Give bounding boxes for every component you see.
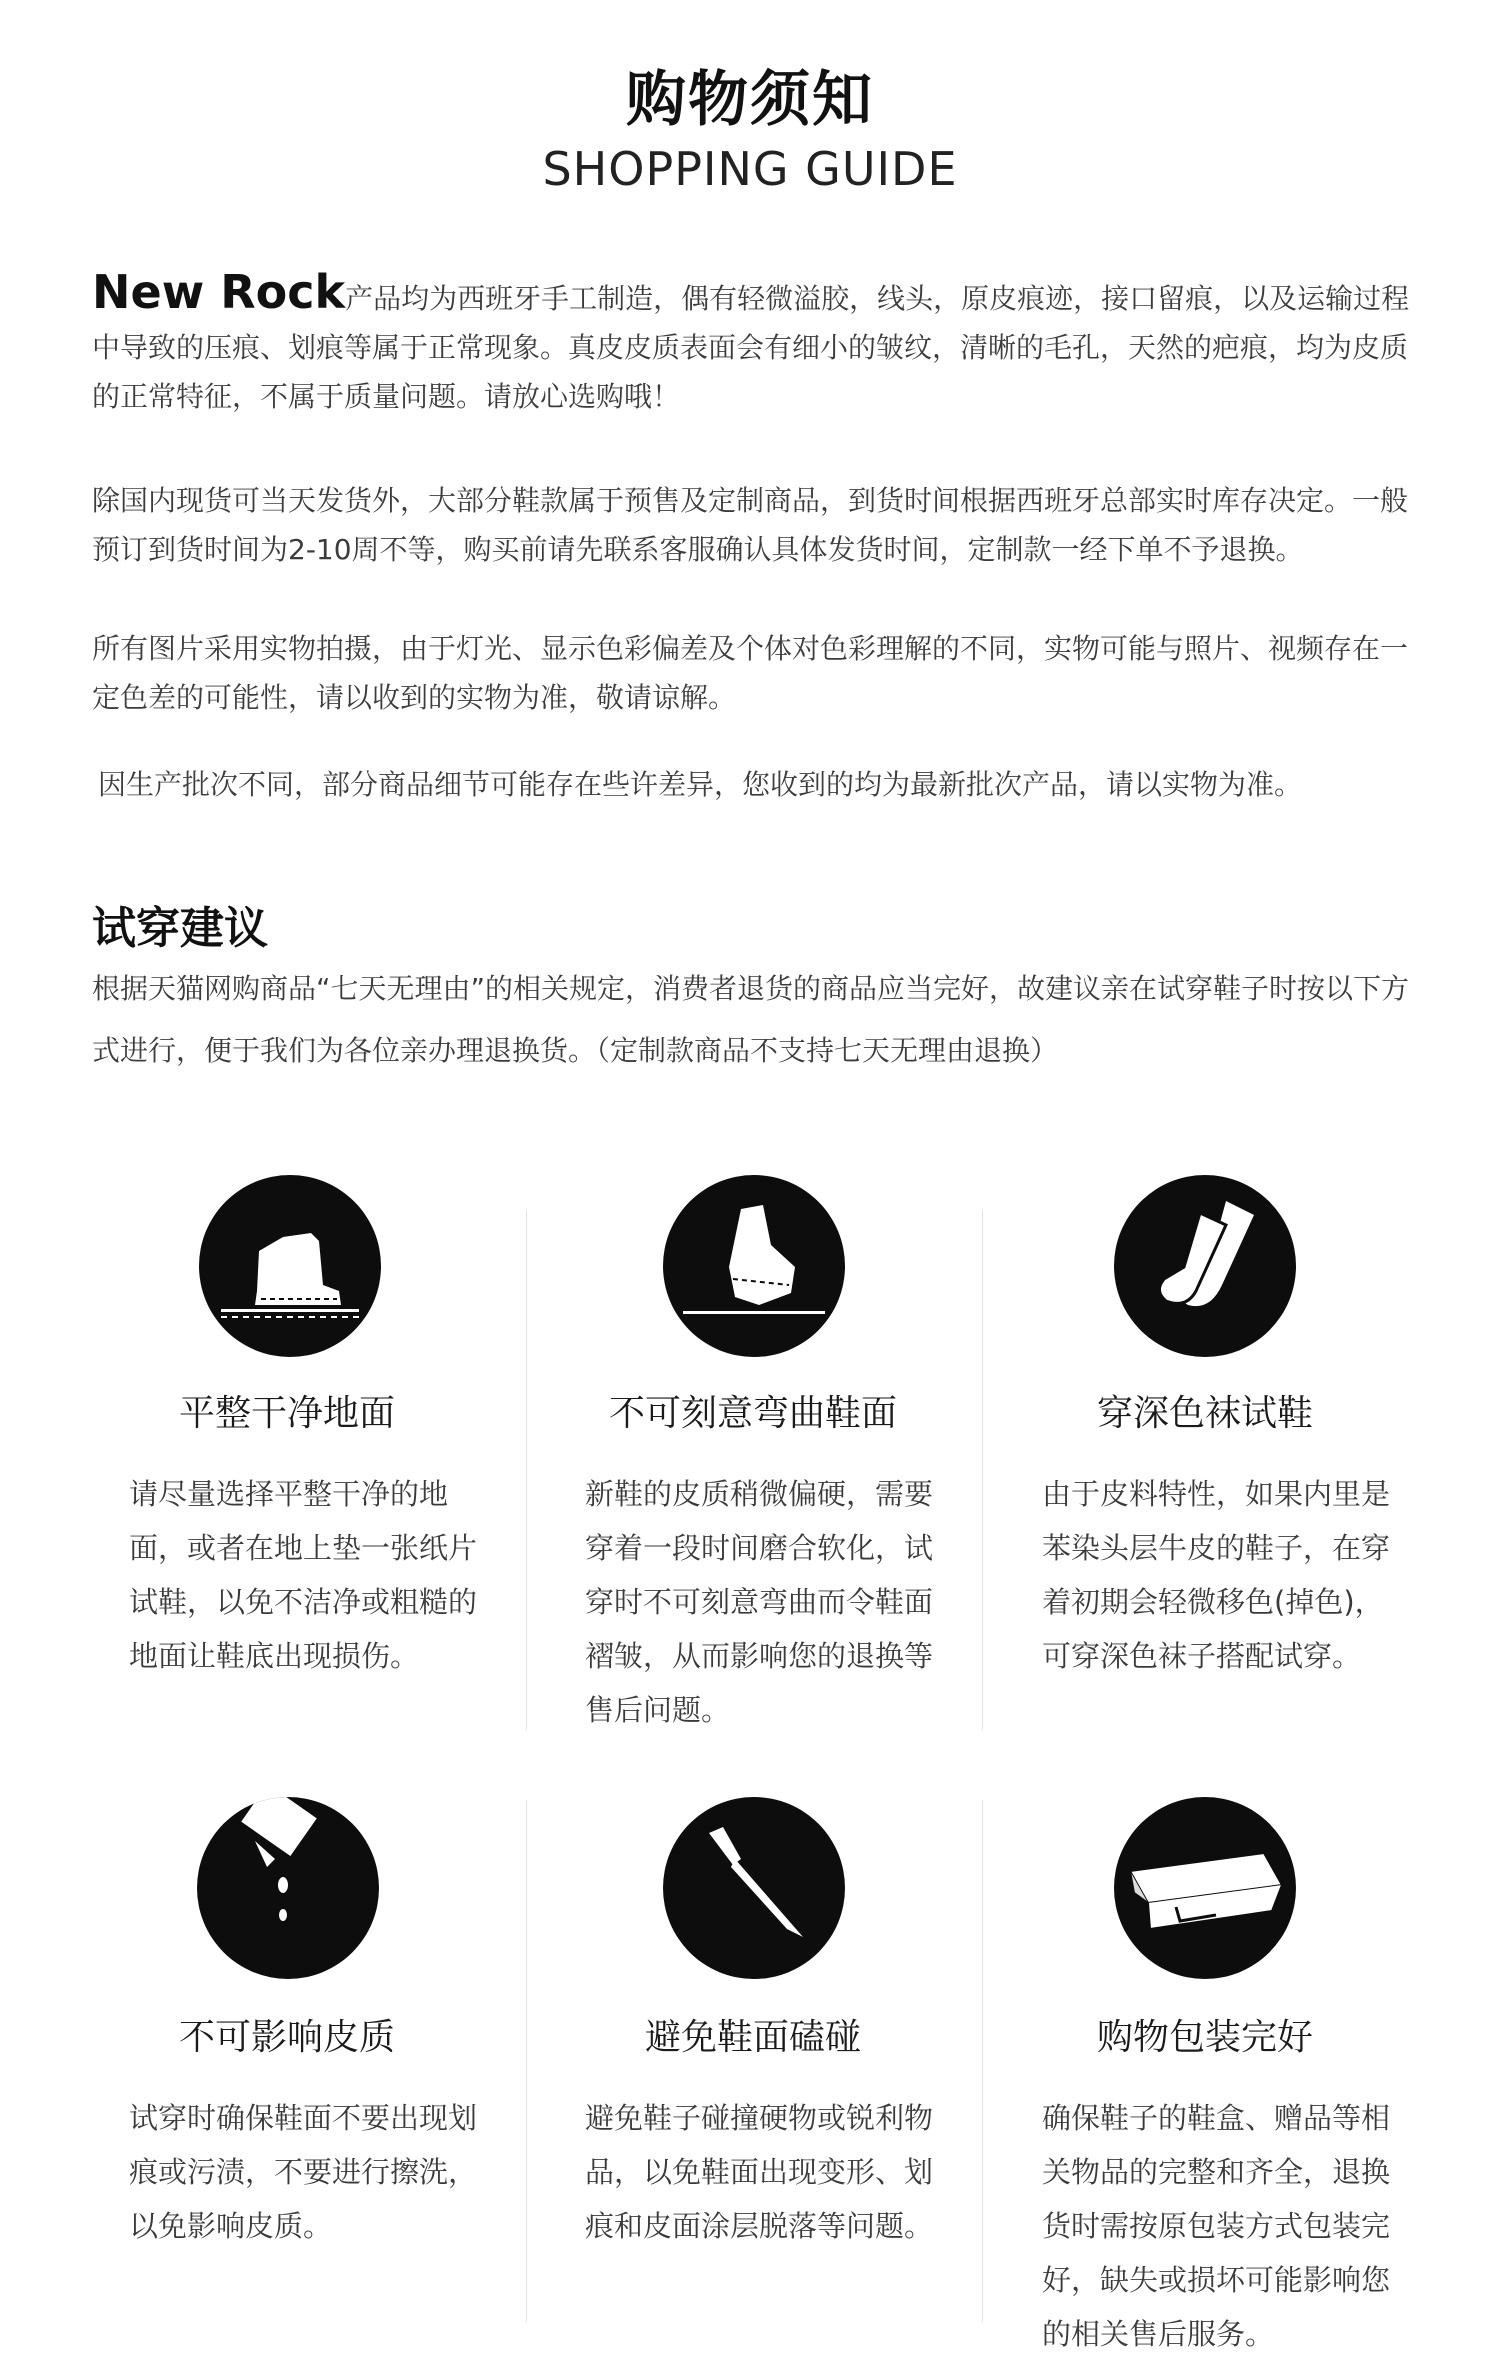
knife-icon xyxy=(663,1797,845,1979)
section-title-tryon: 试穿建议 xyxy=(92,903,268,954)
liquid-drop-icon xyxy=(197,1797,379,1979)
tip-text: 确保鞋子的鞋盒、赠品等相关物品的完整和齐全，退换货时需按原包装方式包装完好，缺失或损坏可能影响您的相关售后服务。 xyxy=(1042,2101,1391,2351)
page-title: 购物须知 xyxy=(626,65,874,135)
column-divider xyxy=(526,1800,527,2322)
page-subtitle: SHOPPING GUIDE xyxy=(542,142,958,196)
boot-on-floor-icon xyxy=(199,1175,381,1357)
column-divider xyxy=(982,1210,983,1730)
notice-paragraph-2: 除国内现货可当天发货外，大部分鞋款属于预售及定制商品，到货时间根据西班牙总部实时库存决定。一般预订到货时间为2-10周不等，购买前请先联系客服确认具体发货时间，定制款一经下单不予退换。 xyxy=(92,484,1409,566)
bent-shoe-icon xyxy=(663,1175,845,1357)
column-divider xyxy=(982,1800,983,2322)
tip-text: 由于皮料特性，如果内里是苯染头层牛皮的鞋子，在穿着初期会轻微移色(掉色)，可穿深色袜子搭配试穿。 xyxy=(1042,1477,1391,1673)
tip-text: 避免鞋子碰撞硬物或锐利物品，以免鞋面出现变形、划痕和皮面涂层脱落等问题。 xyxy=(585,2101,934,2243)
socks-icon xyxy=(1114,1175,1296,1357)
tip-title: 不可影响皮质 xyxy=(178,2017,395,2058)
tip-title: 购物包装完好 xyxy=(1096,2017,1313,2058)
tip-text: 请尽量选择平整干净的地面，或者在地上垫一张纸片试鞋，以免不洁净或粗糙的地面让鞋底出现损伤。 xyxy=(129,1477,478,1673)
tip-title: 平整干净地面 xyxy=(178,1393,395,1434)
notice-paragraph-3: 所有图片采用实物拍摄，由于灯光、显示色彩偏差及个体对色彩理解的不同，实物可能与照片、视频存在一定色差的可能性，请以收到的实物为准，敬请谅解。 xyxy=(92,632,1409,714)
tip-title: 不可刻意弯曲鞋面 xyxy=(608,1393,897,1434)
tip-title: 避免鞋面磕碰 xyxy=(644,2017,861,2058)
tip-text: 新鞋的皮质稍微偏硬，需要穿着一段时间磨合软化，试穿时不可刻意弯曲而令鞋面褶皱，从而影响您的退换等售后问题。 xyxy=(585,1477,934,1727)
notice-paragraph-1 xyxy=(92,265,1422,421)
column-divider xyxy=(526,1210,527,1730)
tip-title: 穿深色袜试鞋 xyxy=(1096,1393,1313,1434)
notice-paragraph-4: 因生产批次不同，部分商品细节可能存在些许差异，您收到的均为最新批次产品，请以实物为准。 xyxy=(98,768,1303,801)
brand-name: New Rock xyxy=(92,265,346,319)
notice-text-1: 产品均为西班牙手工制造，偶有轻微溢胶，线头，原皮痕迹，接口留痕，以及运输过程中导致的压痕、划痕等属于正常现象。真皮皮质表面会有细小的皱纹，清晰的毛孔，天然的疤痕，均为皮质的正常特征，不属于质量问题。请放心选购哦！ xyxy=(92,282,1410,413)
shoe-box-icon xyxy=(1114,1797,1296,1979)
section-desc-tryon: 根据天猫网购商品“七天无理由”的相关规定，消费者退货的商品应当完好，故建议亲在试穿鞋子时按以下方式进行，便于我们为各位亲办理退换货。（定制款商品不支持七天无理由退换） xyxy=(92,972,1410,1067)
tip-text: 试穿时确保鞋面不要出现划痕或污渍，不要进行擦洗，以免影响皮质。 xyxy=(129,2101,478,2243)
